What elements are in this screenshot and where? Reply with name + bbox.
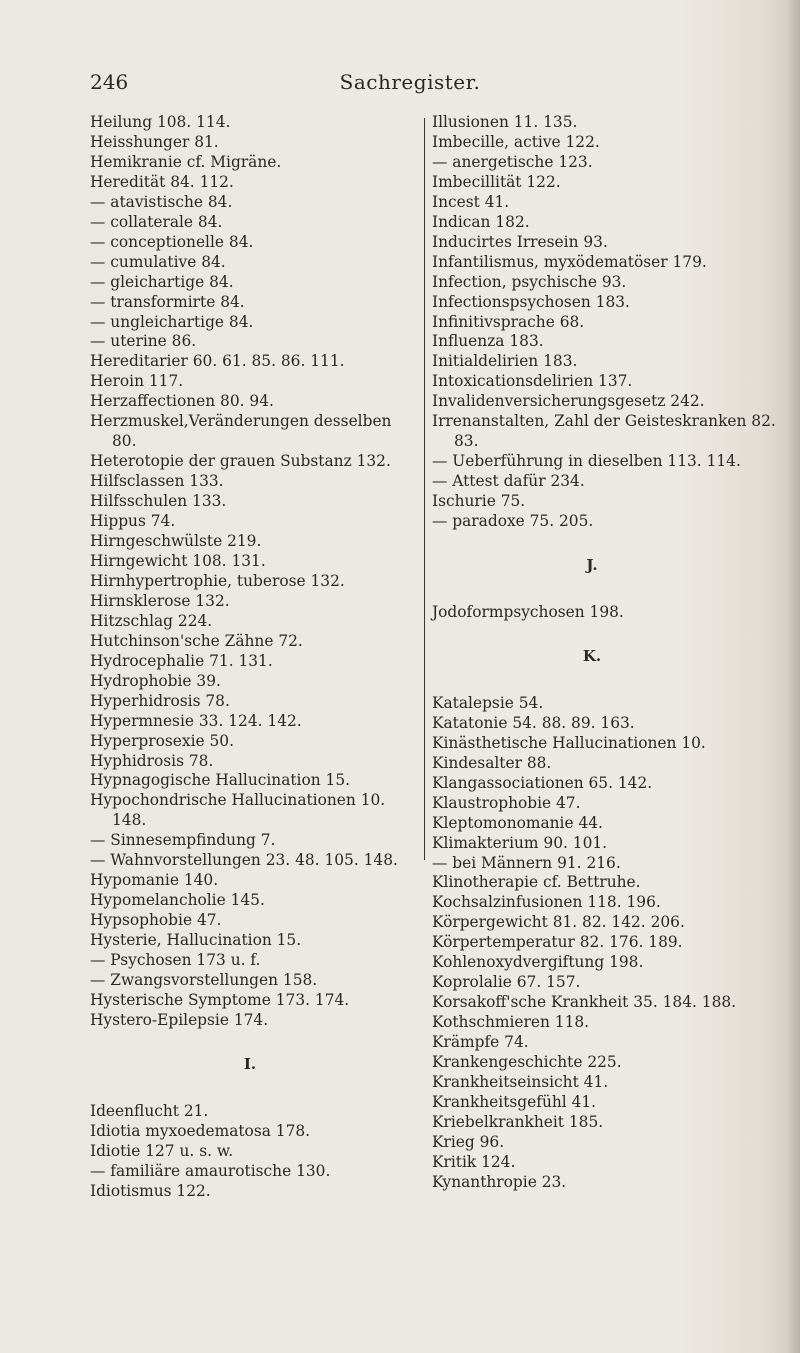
index-entry: Hyperhidrosis 78. <box>90 691 230 710</box>
index-entry: Hirngeschwülste 219. <box>90 532 262 551</box>
index-entry: Herzaffectionen 80. 94. <box>90 392 274 411</box>
index-entry: Hemikranie cf. Migräne. <box>90 152 282 171</box>
index-entry: Inducirtes Irresein 93. <box>432 232 608 251</box>
index-entry: — Ueberführung in dieselben 113. 114. <box>432 452 741 471</box>
index-entry: — Psychosen 173 u. f. <box>90 951 261 970</box>
index-entry: Körpergewicht 81. 82. 142. 206. <box>432 913 685 932</box>
index-entry: Heterotopie der grauen Substanz 132. <box>90 452 391 471</box>
index-entry: — transformirte 84. <box>90 292 245 311</box>
index-entry: Initialdelirien 183. <box>432 352 578 371</box>
index-entry: — collaterale 84. <box>90 212 223 231</box>
index-entry: Katalepsie 54. <box>432 693 544 712</box>
index-entry: Infectionspsychosen 183. <box>432 292 630 311</box>
index-entry: Kinästhetische Hallucinationen 10. <box>432 733 706 752</box>
index-entry: Hypermnesie 33. 124. 142. <box>90 711 302 730</box>
index-entry: Hippus 74. <box>90 512 176 531</box>
index-entry: Hydrocephalie 71. 131. <box>90 651 273 670</box>
index-entry: Indican 182. <box>432 212 530 231</box>
index-entry: Hyperprosexie 50. <box>90 731 234 750</box>
index-entry: Hysterie, Hallucination 15. <box>90 931 302 950</box>
index-entry: Hypomanie 140. <box>90 871 219 890</box>
index-entry: Kohlenoxydvergiftung 198. <box>432 953 644 972</box>
index-entry: Illusionen 11. 135. <box>432 113 578 131</box>
index-entry: — conceptionelle 84. <box>90 232 254 251</box>
index-entry: Krieg 96. <box>432 1132 505 1151</box>
index-entry: Hystero-Epilepsie 174. <box>90 1010 269 1029</box>
running-title: Sachregister. <box>339 70 481 94</box>
index-entry: — anergetische 123. <box>432 152 593 171</box>
index-entry: Krankheitseinsicht 41. <box>432 1072 609 1091</box>
index-entry: Heredität 84. 112. <box>90 172 234 191</box>
index-entry: Idiotia myxoedematosa 178. <box>90 1121 311 1140</box>
index-entry: Kriebelkrankheit 185. <box>432 1112 604 1131</box>
page-edge-shadow <box>786 0 800 1353</box>
index-entry: Hysterische Symptome 173. 174. <box>90 990 350 1009</box>
index-entry: Krankheitsgefühl 41. <box>432 1092 597 1111</box>
index-entry: Klinotherapie cf. Bettruhe. <box>432 873 641 892</box>
section-letter: J. <box>586 556 598 575</box>
index-entry: Ideenflucht 21. <box>90 1101 209 1120</box>
index-entry: — cumulative 84. <box>90 252 226 271</box>
index-entry: Hirnsklerose 132. <box>90 591 230 610</box>
index-column-right <box>432 113 782 1193</box>
index-entry: Hitzschlag 224. <box>90 611 213 630</box>
index-entry: Irrenanstalten, Zahl der Geisteskranken 82. 83. <box>432 412 776 451</box>
index-entry: Intoxicationsdelirien 137. <box>432 372 633 391</box>
index-entry: Kindesalter 88. <box>432 753 552 772</box>
index-entry: Invalidenversicherungsgesetz 242. <box>432 392 705 411</box>
index-entry: — gleichartige 84. <box>90 272 234 291</box>
column-divider <box>424 118 425 860</box>
index-entry: — ungleichartige 84. <box>90 312 254 331</box>
index-entry: Influenza 183. <box>432 332 544 351</box>
index-entry: Hyphidrosis 78. <box>90 751 214 770</box>
index-entry: Infection, psychische 93. <box>432 272 627 291</box>
page-number: 246 <box>90 70 129 94</box>
index-entry: Hereditarier 60. 61. 85. 86. 111. <box>90 352 345 371</box>
index-entry: — paradoxe 75. 205. <box>432 512 594 531</box>
index-entry: Katatonie 54. 88. 89. 163. <box>432 713 635 732</box>
index-entry: Herzmuskel,Veränderungen desselben 80. <box>90 412 392 451</box>
index-entry: Infantilismus, myxödematöser 179. <box>432 252 707 271</box>
index-entry: — atavistische 84. <box>90 192 233 211</box>
index-entry: Klimakterium 90. 101. <box>432 833 608 852</box>
index-entry: Klaustrophobie 47. <box>432 793 581 812</box>
index-entry: Idiotismus 122. <box>90 1181 211 1200</box>
index-entry: Jodoformpsychosen 198. <box>432 602 624 621</box>
index-entry: Hilfsclassen 133. <box>90 472 224 491</box>
index-entry: Körpertemperatur 82. 176. 189. <box>432 933 683 952</box>
index-entry: Imbecille, active 122. <box>432 132 600 151</box>
index-entry: — Zwangsvorstellungen 158. <box>90 970 318 989</box>
index-entry: Hirngewicht 108. 131. <box>90 551 266 570</box>
index-entry: — Wahnvorstellungen 23. 48. 105. 148. <box>90 851 398 870</box>
index-entry: Kynanthropie 23. <box>432 1172 567 1191</box>
index-entry: — Attest dafür 234. <box>432 472 585 491</box>
index-entry: Infinitivsprache 68. <box>432 312 585 331</box>
index-entry: Kritik 124. <box>432 1152 516 1171</box>
index-entry: Kothschmieren 118. <box>432 1013 590 1032</box>
index-entry: Hypomelancholie 145. <box>90 891 265 910</box>
index-entry: — bei Männern 91. 216. <box>432 853 621 872</box>
index-entry: Heroin 117. <box>90 372 184 391</box>
index-entry: Heilung 108. 114. <box>90 113 231 131</box>
index-entry: Imbecillität 122. <box>432 172 561 191</box>
page-header <box>90 70 730 100</box>
index-entry: Krämpfe 74. <box>432 1033 529 1052</box>
section-letter: K. <box>582 646 602 665</box>
index-entry: Hirnhypertrophie, tuberose 132. <box>90 571 345 590</box>
index-entry: Hydrophobie 39. <box>90 671 221 690</box>
index-entry: Incest 41. <box>432 192 510 211</box>
index-entry: Korsakoff'sche Krankheit 35. 184. 188. <box>432 993 737 1012</box>
index-column-left <box>90 113 420 1202</box>
section-letter: I. <box>243 1054 257 1073</box>
index-entry: Ischurie 75. <box>432 492 526 511</box>
index-entry: Koprolalie 67. 157. <box>432 973 581 992</box>
index-entry: — uterine 86. <box>90 332 197 351</box>
index-entry: — Sinnesempfindung 7. <box>90 831 276 850</box>
index-entry: — familiäre amaurotische 130. <box>90 1161 331 1180</box>
index-entry: Hypsophobie 47. <box>90 911 222 930</box>
index-entry: Hutchinson'sche Zähne 72. <box>90 631 303 650</box>
index-entry: Krankengeschichte 225. <box>432 1053 622 1072</box>
index-entry: Hypochondrische Hallucinationen 10. 148. <box>90 791 386 830</box>
index-entry: Heisshunger 81. <box>90 132 219 151</box>
index-entry: Hypnagogische Hallucination 15. <box>90 771 351 790</box>
index-entry: Kleptomonomanie 44. <box>432 813 603 832</box>
index-entry: Klangassociationen 65. 142. <box>432 773 653 792</box>
index-entry: Kochsalzinfusionen 118. 196. <box>432 893 661 912</box>
index-entry: Idiotie 127 u. s. w. <box>90 1141 234 1160</box>
index-entry: Hilfsschulen 133. <box>90 492 227 511</box>
